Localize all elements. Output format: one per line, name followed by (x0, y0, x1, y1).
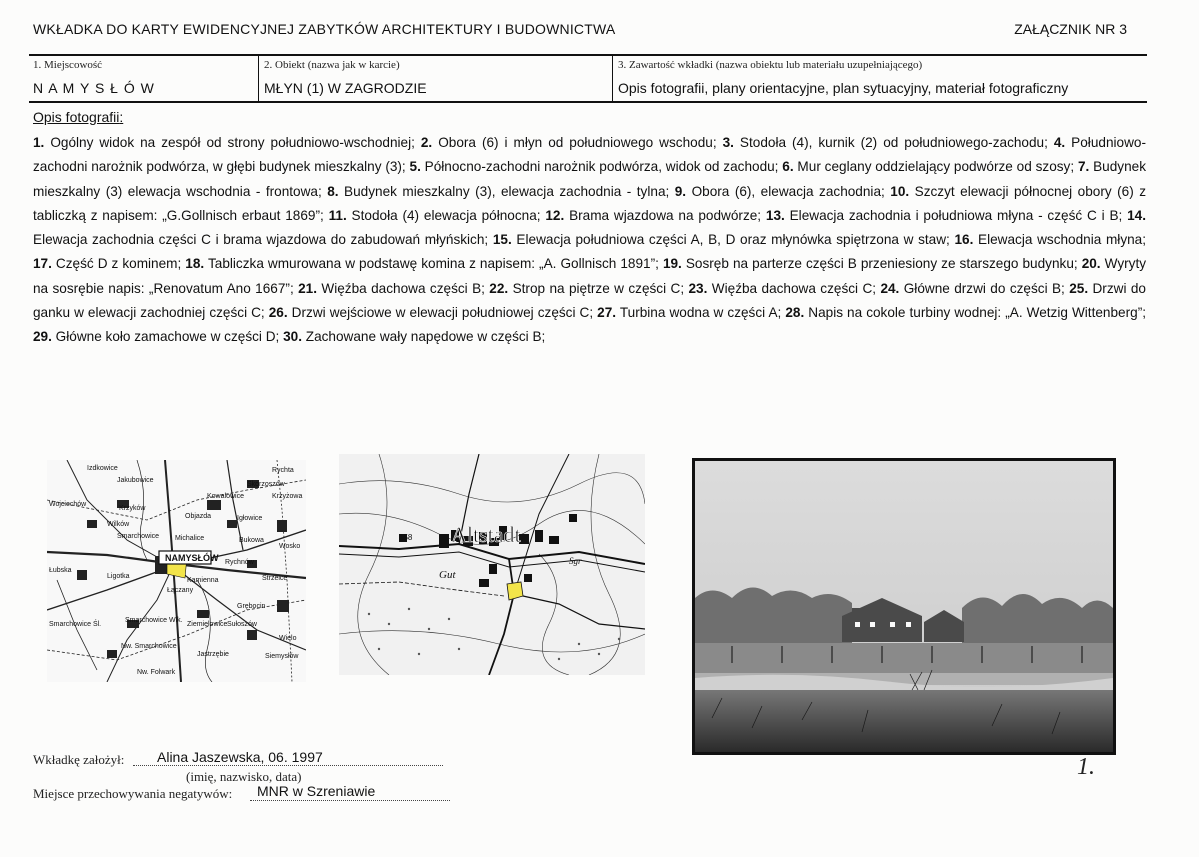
map-place-label: NAMYSŁÓW (165, 553, 219, 563)
map-place-label: Bukowa (239, 537, 264, 544)
description-item-number: 14. (1127, 207, 1147, 223)
site-plan-drawing (339, 454, 645, 675)
site-plan-map (339, 454, 645, 675)
description-item-number: 6. (782, 159, 794, 175)
map-place-label: Łączany (167, 587, 194, 594)
description-item-number: 10. (890, 183, 910, 199)
description-item-text: Główne drzwi do części B; (899, 280, 1070, 296)
description-item-text: Stodoła (4) elewacja północna; (346, 207, 546, 223)
description-item-number: 21. (298, 280, 318, 296)
description-item-text: Brama wjazdowa na podwórze; (564, 207, 766, 223)
map-place-label: Smarchowice (117, 533, 160, 540)
description-item-text: Szczyt elewacji północnej obory (6) z tabliczką z napisem: „G.Gollnisch erbaut 1869”; (33, 183, 1146, 223)
map-place-label: Michalice (175, 535, 205, 542)
map-place-label: Wielo (279, 635, 297, 642)
map-place-label: Wilków (107, 521, 130, 528)
description-item-text: Drzwi do ganku w elewacji zachodniej części C; (33, 280, 1146, 321)
description-item-number: 24. (880, 280, 900, 296)
orientation-map-drawing (47, 460, 306, 682)
map-place-label: Krzyżowa (272, 493, 303, 500)
map-place-label: Rychta (272, 467, 294, 474)
map-place-label: Izdkowice (87, 465, 118, 472)
header-top-rule (29, 54, 1147, 56)
founded-by-line (133, 765, 443, 766)
description-item-number: 18. (185, 256, 205, 272)
map-place-label: Łubska (49, 567, 72, 574)
description-item-text: Ogólny widok na zespół od strony południowo-wschodniej; (44, 135, 421, 150)
map-place-label: Ziemielowice (187, 621, 228, 628)
description-heading (33, 109, 123, 125)
description-item-number: 8. (327, 183, 339, 199)
field-divider (258, 55, 259, 101)
description-item-text: Więźba dachowa części C; (707, 280, 881, 296)
description-item-text: Zachowane wały napędowe w części B; (302, 329, 546, 345)
map-place-label: Nw. Smarchowice (121, 643, 177, 650)
map-place-label: Ligotka (107, 573, 130, 580)
description-item-text: Południowo-zachodni narożnik podwórza, w głębi budynek mieszkalny (3); (33, 135, 1146, 175)
field-value-contents: Opis fotografii, plany orientacyjne, plan sytuacyjny, materiał fotograficzny (618, 80, 1069, 96)
description-item-text: Obora (6) i młyn od południowego wschodu; (432, 135, 723, 150)
annex-label: ZAŁĄCZNIK NR 3 (1014, 21, 1127, 37)
map-place-label: Jakubowice (117, 477, 154, 484)
description-heading-text: Opis fotografii (33, 109, 120, 125)
description-item-text: Część D z kominem; (51, 256, 186, 272)
map-place-label: Krzyków (119, 505, 146, 512)
map-place-label: Kamienna (187, 577, 219, 584)
map-place-label: Jastrzębie (197, 651, 229, 658)
description-item-text: Napis na cokole turbiny wodnej: „A. Wetzig Wittenberg”; (804, 305, 1146, 321)
negatives-storage-value: MNR w Szreniawie (257, 783, 376, 799)
photograph-drawing (692, 458, 1116, 755)
description-item-number: 4. (1053, 135, 1066, 150)
description-item-text: Sosręb na parterze części B przeniesiony ze starszego budynku; (681, 256, 1082, 272)
description-item-text: Turbina wodna w części A; (616, 305, 786, 321)
description-heading-colon: : (119, 109, 124, 125)
description-item-number: 5. (409, 159, 421, 175)
description-item-number: 20. (1081, 256, 1101, 272)
field-value-locality: N A M Y S Ł Ó W (33, 80, 155, 96)
site-plan-label: 158 (399, 533, 413, 542)
field-label-locality: 1. Miejscowość (33, 59, 103, 71)
description-item-text: Tabliczka wmurowana w podstawę komina z napisem: „A. Gollnisch 1891”; (204, 256, 663, 272)
description-item-text: Północno-zachodni narożnik podwórza, widok od zachodu; (420, 159, 783, 175)
description-item-number: 19. (662, 256, 682, 272)
map-place-label: Siemysłów (265, 653, 299, 660)
document-title: WKŁADKA DO KARTY EWIDENCYJNEJ ZABYTKÓW ARCHITEKTURY I BUDOWNICTWA (33, 21, 616, 37)
description-item-number: 15. (492, 232, 512, 248)
description-item-number: 1. (33, 135, 45, 150)
map-place-label: Igłowice (237, 515, 263, 522)
map-place-label: Skorzoszów (247, 481, 285, 488)
description-item-text: Więźba dachowa części B; (317, 280, 490, 296)
field-label-contents: 3. Zawartość wkładki (nazwa obiektu lub materiału uzupełniającego) (618, 59, 923, 71)
description-item-number: 30. (283, 329, 302, 345)
description-item-number: 25. (1069, 280, 1089, 296)
map-place-label: Sułoszów (227, 621, 257, 628)
description-item-text: Elewacja wschodnia młyna; (973, 232, 1147, 248)
description-item-number: 29. (33, 329, 52, 345)
description-item-number: 16. (954, 232, 974, 248)
founded-by-hint: (imię, nazwisko, data) (186, 769, 302, 784)
map-place-label: Nw. Folwark (137, 669, 176, 676)
map-place-label: Rychnów (225, 559, 254, 566)
description-item-text: Główne koło zamachowe w części D; (51, 329, 284, 345)
orientation-map (47, 460, 306, 682)
map-place-label: Strzelce (262, 575, 288, 582)
description-item-number: 9. (674, 183, 687, 199)
field-value-object: MŁYN (1) W ZAGRODZIE (264, 80, 427, 96)
map-place-label: Smarchowice Śl. (49, 621, 102, 628)
description-item-text: Budynek mieszkalny (3) elewacja wschodnia - frontowa; (33, 159, 1146, 199)
negatives-storage-line (250, 800, 450, 801)
description-item-text: Obora (6), elewacja zachodnia; (686, 183, 891, 199)
field-label-object: 2. Obiekt (nazwa jak w karcie) (264, 59, 400, 71)
header-bottom-rule (29, 101, 1147, 103)
map-place-label: Grębocin (237, 603, 266, 610)
founded-by-value: Alina Jaszewska, 06. 1997 (157, 749, 323, 765)
field-divider (612, 55, 613, 101)
description-item-number: 26. (268, 305, 288, 321)
description-item-number: 27. (597, 305, 617, 321)
site-plan-label: Altstadt (451, 522, 521, 547)
description-item-number: 22. (489, 280, 509, 296)
description-item-number: 13. (765, 207, 785, 223)
map-place-label: Wojciechów (49, 501, 87, 508)
description-item-number: 23. (688, 280, 708, 296)
site-plan-label: Gut (439, 569, 456, 581)
description-item-number: 17. (33, 256, 52, 272)
page-number: 1. (1077, 754, 1095, 780)
description-item-text: Strop na piętrze w części C; (508, 280, 689, 296)
description-item-text: Stodoła (4), kurnik (2) od południowego-zachodu; (733, 135, 1054, 150)
description-item-text: Budynek mieszkalny (3), elewacja zachodnia - tylna; (338, 183, 675, 199)
description-item-text: Drzwi wejściowe w elewacji południowej części C; (287, 305, 598, 321)
description-item-text: Elewacja południowa części A, B, D oraz młynówka spiętrzona w staw; (511, 232, 955, 248)
photo-description (33, 131, 1146, 350)
description-item-text: Wyryty na sosrębie napis: „Renovatum Ano 1667”; (33, 256, 1147, 296)
photograph-mill-overview (692, 458, 1116, 755)
negatives-storage-label: Miejsce przechowywania negatywów: (33, 786, 233, 801)
description-item-text: Mur ceglany oddzielający podwórze od szosy; (793, 159, 1078, 175)
map-place-label: Kowalowice (207, 493, 244, 500)
founded-by-label: Wkładkę założył: (33, 752, 125, 767)
map-place-label: Wosko (279, 543, 301, 550)
description-item-number: 28. (785, 305, 805, 321)
description-item-text: Elewacja zachodnia części C i brama wjazdowa do zabudowań młyńskich; (33, 232, 493, 248)
map-place-label: Smarchowice Wlk. (125, 617, 183, 624)
site-plan-label: Sgr (569, 556, 582, 566)
description-item-number: 12. (545, 207, 565, 223)
description-item-number: 7. (1077, 159, 1090, 175)
map-place-label: Objazda (185, 513, 212, 520)
description-item-number: 3. (722, 135, 734, 150)
description-item-number: 2. (420, 135, 433, 150)
description-item-number: 11. (328, 207, 347, 223)
description-item-text: Elewacja zachodnia i południowa młyna - część C i B; (784, 207, 1128, 223)
